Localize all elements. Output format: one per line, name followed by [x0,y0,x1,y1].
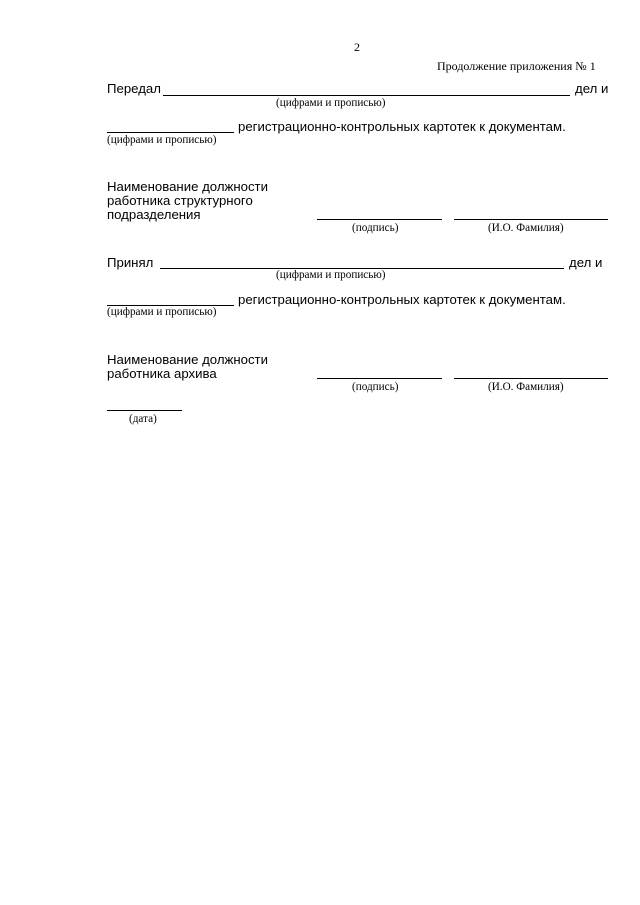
transferred-signature-line[interactable] [317,219,442,220]
transferred-position-line3: подразделения [107,207,201,222]
transferred-signature-hint: (подпись) [352,222,399,234]
date-line[interactable] [107,410,182,411]
transferred-name-hint: (И.О. Фамилия) [488,222,564,234]
received-label: Принял [107,255,154,270]
transferred-cards-hint: (цифрами и прописью) [107,134,217,146]
transferred-cases-suffix: дел и [575,81,609,96]
transferred-cases-count-line[interactable] [163,95,570,96]
received-cards-hint: (цифрами и прописью) [107,306,217,318]
received-signature-line[interactable] [317,378,442,379]
appendix-continuation-label: Продолжение приложения № 1 [437,59,596,73]
received-cases-suffix: дел и [569,255,603,270]
received-signature-hint: (подпись) [352,381,399,393]
date-hint: (дата) [129,413,157,425]
transferred-cases-hint: (цифрами и прописью) [276,97,386,109]
transferred-position-line1: Наименование должности [107,179,268,194]
transferred-name-line[interactable] [454,219,608,220]
transferred-cards-text: регистрационно-контрольных картотек к документам. [238,119,566,134]
received-position-line1: Наименование должности [107,352,268,367]
transferred-label: Передал [107,81,161,96]
received-name-line[interactable] [454,378,608,379]
received-position-line2: работника архива [107,366,217,381]
transferred-position-line2: работника структурного [107,193,253,208]
received-name-hint: (И.О. Фамилия) [488,381,564,393]
received-cards-text: регистрационно-контрольных картотек к документам. [238,292,566,307]
transferred-cards-count-line[interactable] [107,132,234,133]
received-cases-hint: (цифрами и прописью) [276,269,386,281]
page-number: 2 [354,40,360,54]
